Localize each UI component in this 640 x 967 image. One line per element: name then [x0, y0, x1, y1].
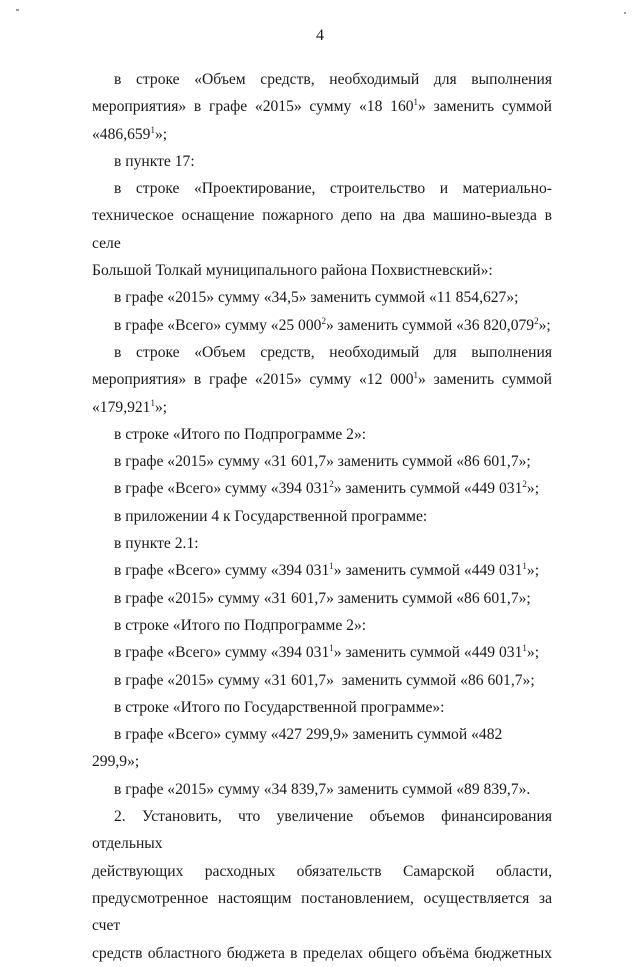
text-line: в графе «Всего» сумму «394 $031^1$» заменить суммой «449 $031^1$»; — [114, 561, 540, 580]
document-body — [92, 66, 552, 967]
text-line: мероприятия» в графе «2015» сумму «18 $160^1$» заменить суммой — [92, 97, 553, 116]
text-line: в пункте 2.1: — [114, 535, 199, 553]
text-line: «486,659$^1$»; — [92, 124, 168, 143]
scan-speck — [16, 9, 19, 11]
text-line: техническое оснащение пожарного депо на два машино-выезда в селе — [92, 207, 552, 252]
text-line: в строке «Итого по Государственной программе»: — [114, 698, 445, 716]
text-line: в графе «2015» сумму «34,5» заменить суммой «11 854,627»; — [114, 289, 519, 307]
text-line: «179,921$^1$»; — [92, 397, 168, 416]
text-line: в пункте 17: — [114, 152, 195, 170]
text-line: 2. Установить, что увеличение объемов финансирования отдельных — [92, 808, 552, 853]
text-line: в строке «Итого по Подпрограмме 2»: — [114, 425, 367, 443]
text-line: в графе «Всего» сумму «25 $000^2$» заменить суммой «36 820,079$^2$»; — [114, 315, 551, 334]
text-line: в графе «2015» сумму «34 839,7» заменить суммой «89 839,7». — [114, 780, 531, 798]
text-line: действующих расходных обязательств Самарской области, — [92, 862, 552, 880]
text-line: в строке «Объем средств, необходимый для выполнения — [114, 343, 552, 361]
text-line: в строке «Итого по Подпрограмме 2»: — [114, 616, 367, 634]
text-line: в графе «Всего» сумму «394 $031^1$» заменить суммой «449 $031^1$»; — [114, 643, 540, 662]
page-number: 4 — [316, 27, 324, 44]
scan-speck — [624, 12, 626, 14]
text-line: средств областного бюджета в пределах общего объёма бюджетных — [92, 944, 552, 962]
text-line: в графе «Всего» сумму «394 $031^2$» заменить суммой «449 $031^2$»; — [114, 479, 540, 498]
text-line: в приложении 4 к Государственной программе: — [114, 507, 428, 525]
text-line: в графе «Всего» сумму «427 299,9» заменить суммой «482 299,9»; — [92, 726, 503, 771]
text-line: Большой Толкай муниципального района Похвистневский»: — [92, 262, 493, 280]
text-line: в строке «Объем средств, необходимый для выполнения — [114, 71, 552, 88]
text-line: в строке «Проектирование, строительство и материально- — [114, 180, 552, 198]
text-line: в графе «2015» сумму «31 601,7» заменить суммой «86 601,7»; — [114, 453, 531, 471]
text-line: предусмотренное настоящим постановлением, осуществляется за счет — [92, 889, 552, 935]
text-line: мероприятия» в графе «2015» сумму «12 $000^1$» заменить суммой — [92, 370, 553, 389]
text-line: в графе «2015» сумму «31 601,7» заменить суммой «86 601,7»; — [114, 671, 535, 689]
text-line: в графе «2015» сумму «31 601,7» заменить суммой «86 601,7»; — [114, 589, 531, 607]
